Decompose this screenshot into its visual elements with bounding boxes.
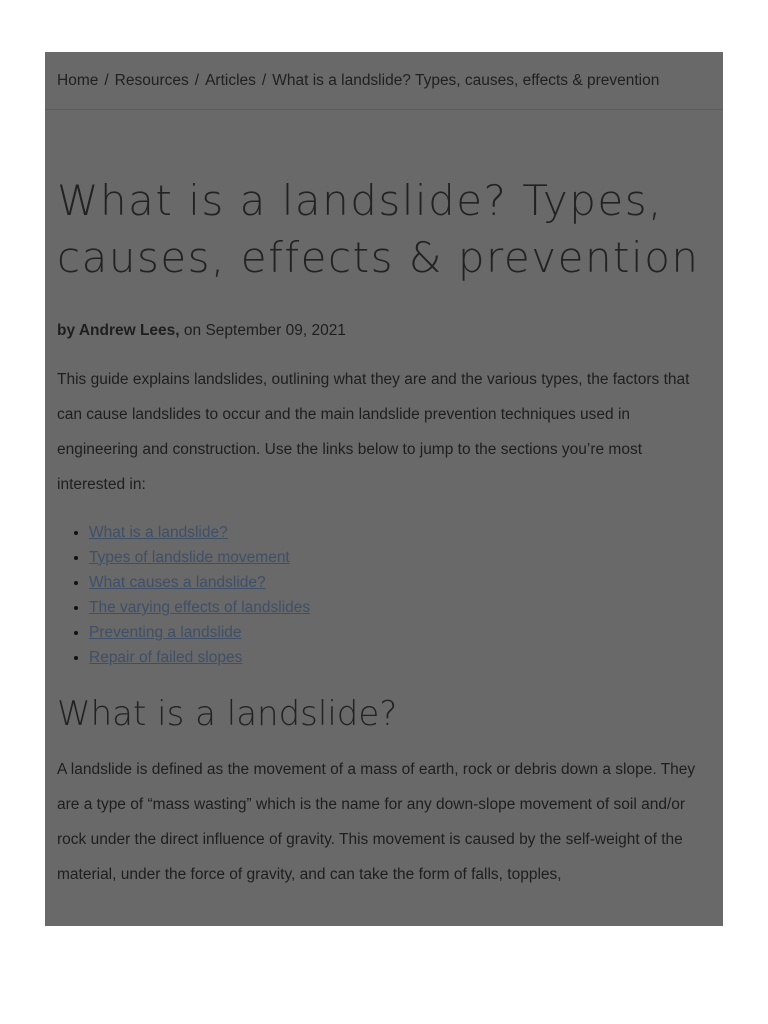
author-name: by Andrew Lees, [57,322,180,339]
section-heading: What is a landslide? [57,694,398,734]
intro-paragraph: This guide explains landslides, outlining what they are and the various types, the factors that can cause landslides to occur and the main landslide prevention techniques used in engineering and construction. Use the links below to jump to the sections you’re most interested in: [57,371,690,493]
page-title: What is a landslide? Types, causes, effects & prevention [57,176,700,282]
list-item [89,545,711,570]
list-item [89,595,711,620]
toc-link-causes[interactable]: What causes a landslide? [89,574,266,591]
article-content [45,172,723,892]
breadcrumb [45,52,723,110]
list-item [89,520,711,545]
table-of-contents [57,520,711,670]
list-item [89,645,711,670]
list-item [89,620,711,645]
toc-link-repair[interactable]: Repair of failed slopes [89,649,243,666]
section-paragraph: A landslide is defined as the movement of a mass of earth, rock or debris down a slope. They are a type of “mass wasting” which is the name for any down-slope movement of soil and/or rock under the direct influence of gravity. This movement is caused by the self-weight of the material, under the force of gravity, and can take the form of falls, topples, [57,761,696,883]
toc-link-effects[interactable]: The varying effects of landslides [89,599,311,616]
toc-link-types-of-movement[interactable]: Types of landslide movement [89,549,290,566]
list-item [89,570,711,595]
breadcrumb-separator: / [261,71,267,89]
breadcrumb-resources[interactable]: Resources [114,71,189,89]
byline [57,322,711,340]
breadcrumb-home[interactable]: Home [57,71,99,89]
breadcrumb-current: What is a landslide? Types, causes, effects & prevention [272,71,660,89]
breadcrumb-separator: / [194,71,200,89]
publish-date: on September 09, 2021 [183,322,346,339]
breadcrumb-articles[interactable]: Articles [205,71,256,89]
toc-link-what-is-a-landslide[interactable]: What is a landslide? [89,524,228,541]
article-panel [45,52,723,926]
breadcrumb-separator: / [104,71,109,89]
toc-link-prevention[interactable]: Preventing a landslide [89,624,242,641]
